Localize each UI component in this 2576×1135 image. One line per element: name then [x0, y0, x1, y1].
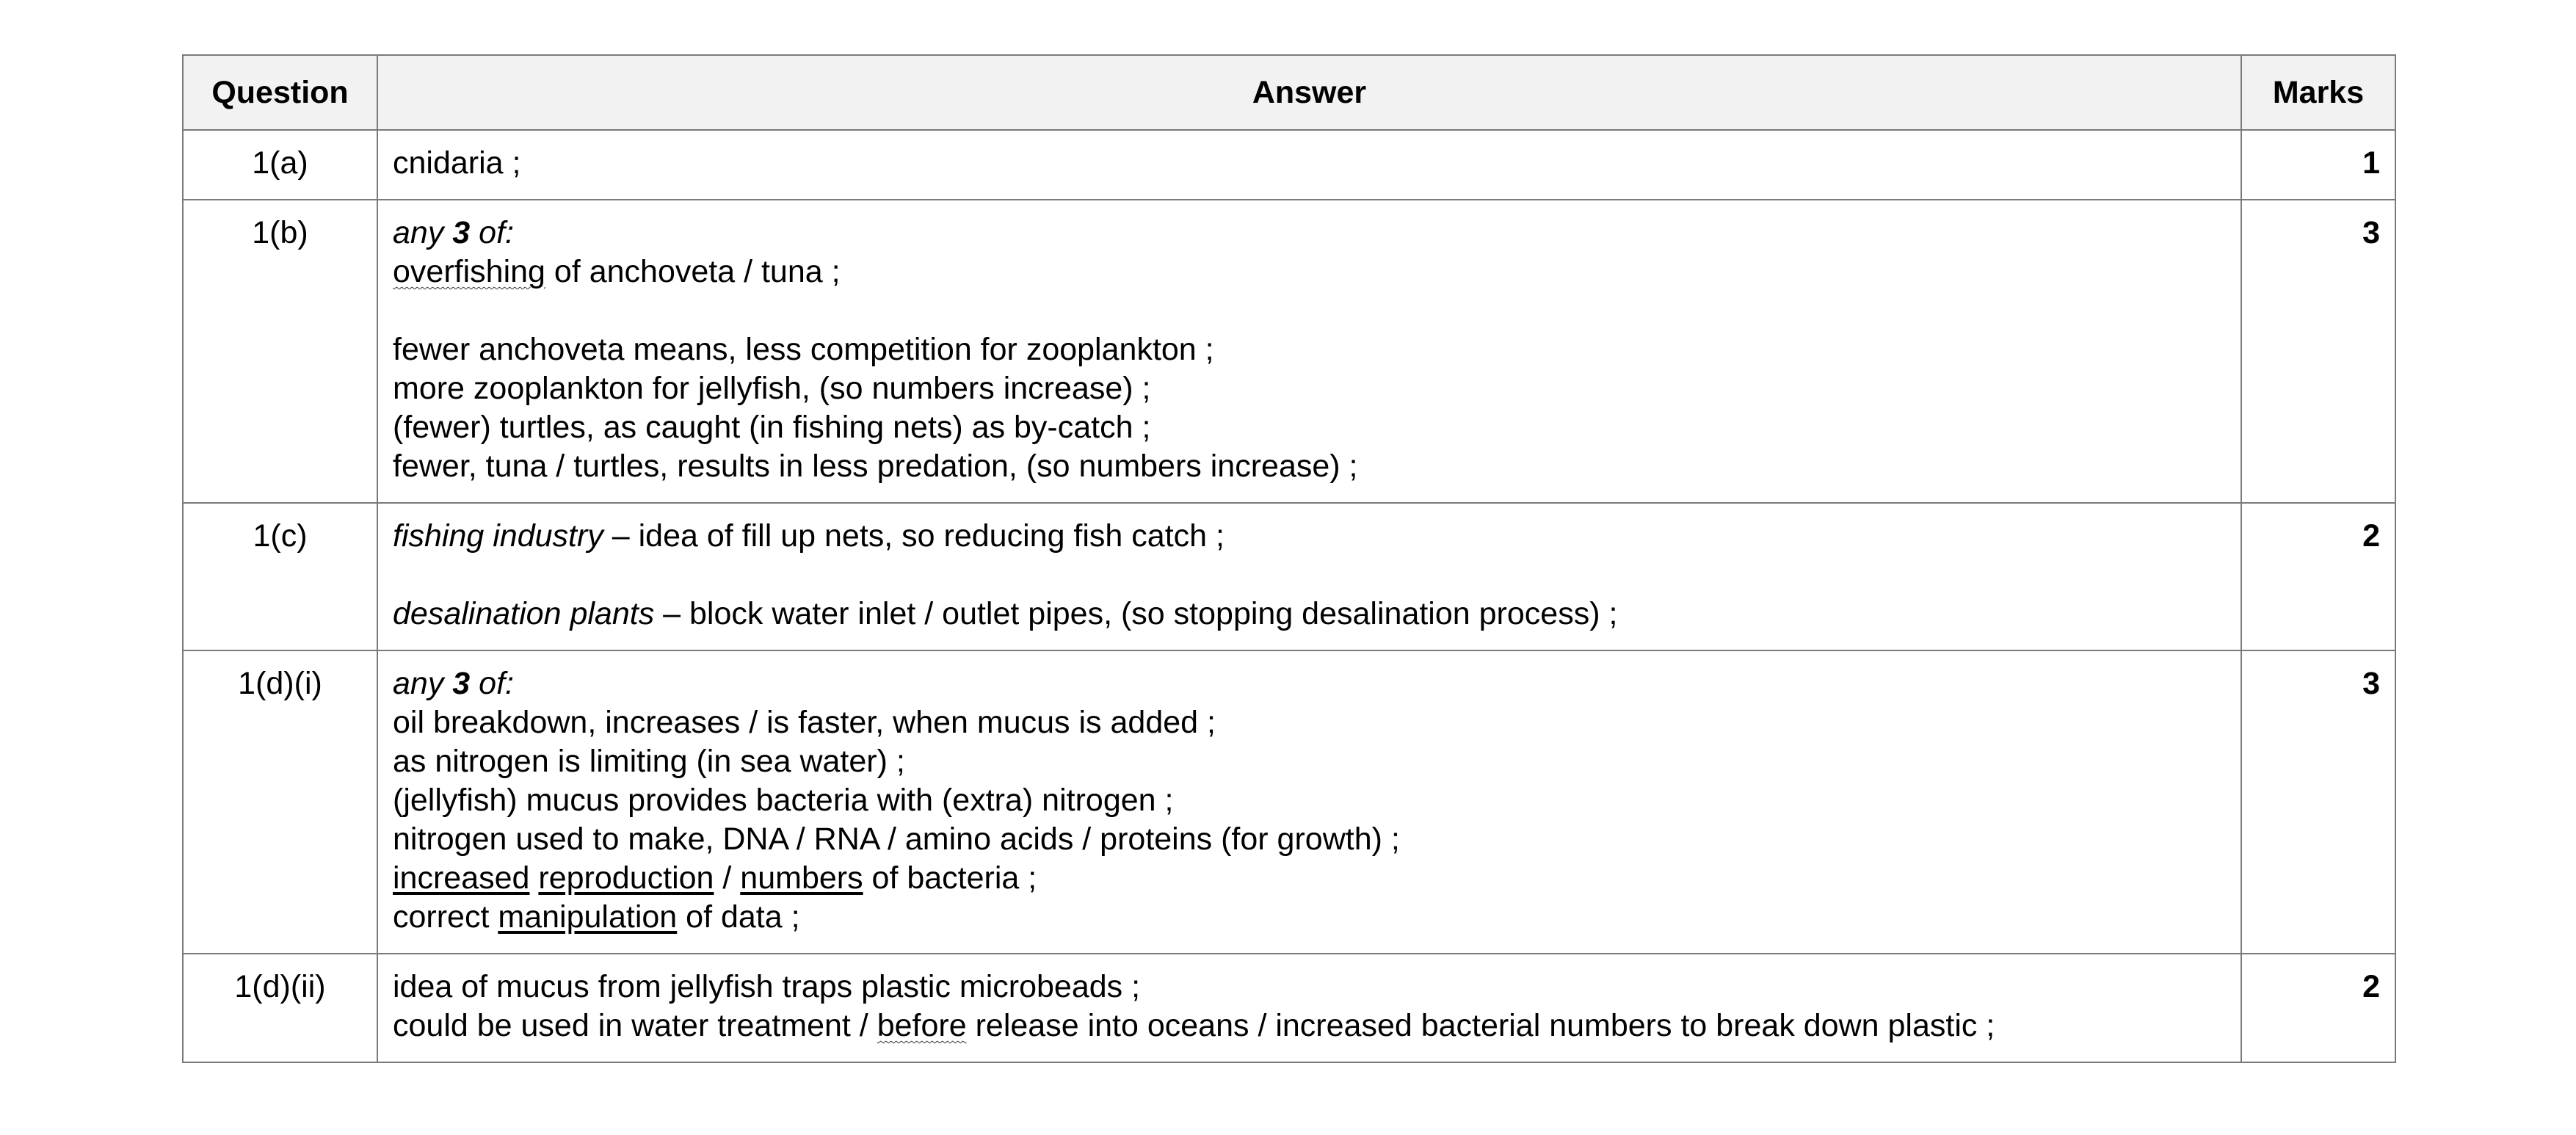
marks-value: 1 [2241, 130, 2395, 200]
answer-cell [377, 650, 2241, 954]
marks-value: 2 [2241, 503, 2395, 650]
instruction-text: any [393, 215, 453, 250]
answer-line [393, 517, 2226, 556]
question-number: 1(c) [183, 503, 377, 650]
table-row [183, 503, 2395, 650]
instruction-count: 3 [452, 666, 471, 701]
instruction-text: of: [470, 666, 514, 701]
answer-line: (fewer) turtles, as caught (in fishing nets) as by-catch ; [393, 410, 1151, 445]
question-number: 1(d)(i) [183, 650, 377, 954]
answer-text: of data ; [677, 899, 800, 935]
answer-line: fewer anchoveta means, less competition for zooplankton ; [393, 332, 1214, 367]
instruction-text: of: [470, 215, 514, 250]
answer-line: oil breakdown, increases / is faster, when mucus is added ; [393, 705, 1216, 740]
answer-cell [377, 954, 2241, 1062]
line-gap [393, 291, 2226, 330]
marks-value: 3 [2241, 200, 2395, 503]
answer-line: more zooplankton for jellyfish, (so numbers increase) ; [393, 371, 1151, 406]
instruction-text: any [393, 666, 453, 701]
table-header-row [183, 55, 2395, 130]
answer-cell [377, 130, 2241, 200]
underlined-keyword: manipulation [498, 899, 678, 935]
answer-text: of anchoveta / tuna ; [545, 254, 841, 289]
answer-line: as nitrogen is limiting (in sea water) ; [393, 744, 905, 779]
answer-text: correct [393, 899, 498, 935]
mark-scheme-table [182, 54, 2396, 1063]
marks-value: 2 [2241, 954, 2395, 1062]
answer-instruction [393, 214, 2226, 253]
answer-line: cnidaria ; [393, 145, 521, 181]
answer-text: could be used in water treatment / [393, 1008, 877, 1043]
answer-line: (jellyfish) mucus provides bacteria with (extra) nitrogen ; [393, 783, 1174, 818]
answer-line: idea of mucus from jellyfish traps plastic microbeads ; [393, 969, 1141, 1004]
answer-line: nitrogen used to make, DNA / RNA / amino acids / proteins (for growth) ; [393, 822, 1400, 857]
answer-text: – idea of fill up nets, so reducing fish catch ; [603, 518, 1224, 554]
italic-term: fishing industry [393, 518, 603, 554]
answer-line [393, 859, 2226, 898]
question-number: 1(d)(ii) [183, 954, 377, 1062]
table-row [183, 954, 2395, 1062]
underlined-keyword: reproduction [538, 860, 714, 896]
underlined-keyword: numbers [740, 860, 863, 896]
answer-line [393, 253, 2226, 291]
line-gap [393, 556, 2226, 595]
answer-line [393, 595, 2226, 634]
instruction-count: 3 [452, 215, 471, 250]
answer-cell [377, 200, 2241, 503]
answer-text: – block water inlet / outlet pipes, (so stopping desalination process) ; [654, 596, 1618, 631]
answer-text [529, 860, 538, 896]
marks-value: 3 [2241, 650, 2395, 954]
answer-line [393, 898, 2226, 937]
answer-line: fewer, tuna / turtles, results in less predation, (so numbers increase) ; [393, 449, 1358, 484]
underlined-keyword: increased [393, 860, 530, 896]
table-row [183, 130, 2395, 200]
answer-instruction [393, 664, 2226, 703]
answer-text: of bacteria ; [863, 860, 1037, 896]
question-number: 1(a) [183, 130, 377, 200]
table-row [183, 200, 2395, 503]
table-row [183, 650, 2395, 954]
answer-text: release into oceans / increased bacterial numbers to break down plastic ; [966, 1008, 1995, 1043]
question-number: 1(b) [183, 200, 377, 503]
underlined-keyword: before [877, 1008, 967, 1043]
column-header-marks: Marks [2241, 55, 2395, 130]
italic-term: desalination plants [393, 596, 655, 631]
answer-text: / [714, 860, 741, 896]
answer-line [393, 1007, 2226, 1045]
answer-cell [377, 503, 2241, 650]
underlined-keyword: overfishing [393, 254, 545, 289]
column-header-question: Question [183, 55, 377, 130]
column-header-answer: Answer [377, 55, 2241, 130]
